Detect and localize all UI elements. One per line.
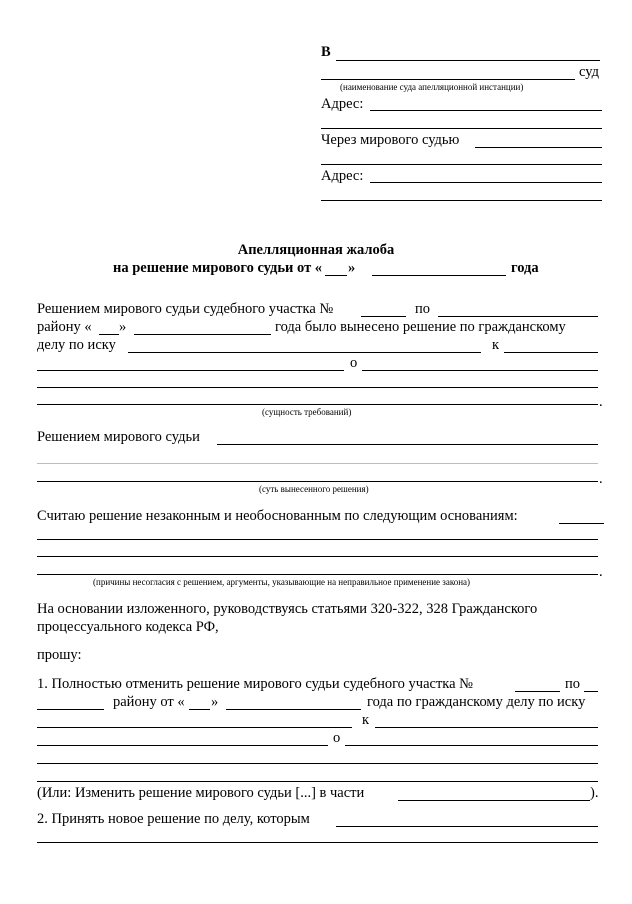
alt-part-line[interactable] — [398, 800, 590, 801]
title-month-line[interactable] — [372, 275, 506, 276]
s1-day-line[interactable] — [99, 334, 119, 335]
item1-district-line-1[interactable] — [584, 691, 598, 692]
address2-line-1[interactable] — [370, 182, 602, 183]
to-prefix: В — [321, 44, 331, 60]
s1-line2-a: району « — [37, 319, 92, 335]
s3-grounds-line-4[interactable] — [37, 574, 598, 575]
s2-caption: (суть вынесенного решения) — [259, 484, 369, 494]
alt-text: (Или: Изменить решение мирового судьи [...] в части — [37, 785, 365, 801]
court-name-line-2[interactable] — [321, 79, 575, 80]
s2-label: Решением мирового судьи — [37, 429, 200, 445]
via-judge-line-2[interactable] — [321, 164, 602, 165]
item1-district-line-2[interactable] — [37, 709, 104, 710]
s2-decision-line-2[interactable] — [37, 463, 598, 464]
s1-plaintiff-line[interactable] — [128, 352, 481, 353]
s2-decision-line-3[interactable] — [37, 481, 598, 482]
s1-line3-b: к — [492, 337, 500, 353]
via-judge-line-1[interactable] — [475, 147, 602, 148]
s1-defendant-line[interactable] — [504, 352, 598, 353]
address2-line-2[interactable] — [321, 200, 602, 201]
item1-line3-k: к — [362, 712, 370, 728]
s1-line1-a: Решением мирового судьи судебного участка № — [37, 301, 334, 317]
document-title: Апелляционная жалоба — [237, 242, 395, 258]
court-caption: (наименование суда апелляционной инстанции) — [340, 82, 524, 92]
title-day-line[interactable] — [325, 275, 347, 276]
s1-claims-line-1[interactable] — [37, 387, 598, 388]
item1-line2-c: года по гражданскому делу по иску — [367, 694, 586, 710]
item1-line2-a: району от « — [113, 694, 185, 710]
item1-line1-a: 1. Полностью отменить решение мирового судьи судебного участка № — [37, 676, 474, 692]
s3-period: . — [599, 564, 603, 580]
item1-line2-b: » — [211, 694, 219, 710]
item1-defendant-line[interactable] — [375, 727, 598, 728]
court-suffix: суд — [579, 64, 599, 80]
s1-claims-line-2[interactable] — [37, 404, 598, 405]
address1-line-1[interactable] — [370, 110, 602, 111]
s3-grounds-line-2[interactable] — [37, 539, 598, 540]
item1-plaintiff-line[interactable] — [37, 727, 352, 728]
address1-label: Адрес: — [321, 96, 364, 112]
title-date-mid: » — [348, 260, 356, 276]
item1-extra-line-1[interactable] — [37, 763, 598, 764]
item1-extra-line-2[interactable] — [37, 781, 598, 782]
s1-line3-a: делу по иску — [37, 337, 116, 353]
s1-month-line[interactable] — [134, 334, 271, 335]
item1-month-line[interactable] — [226, 709, 361, 710]
s2-period: . — [599, 471, 603, 487]
s1-defendant-line-2[interactable] — [37, 370, 344, 371]
s1-period: . — [599, 394, 603, 410]
s1-subject-line[interactable] — [362, 370, 598, 371]
s2-decision-line-1[interactable] — [217, 444, 598, 445]
s1-district-line[interactable] — [438, 316, 598, 317]
item1-line1-b: по — [565, 676, 581, 692]
title-date-prefix: на решение мирового судьи от « — [113, 260, 323, 276]
title-date-suffix: года — [511, 260, 539, 276]
item1-court-number-line[interactable] — [515, 691, 560, 692]
item1-day-line[interactable] — [189, 709, 210, 710]
s3-grounds-line-3[interactable] — [37, 556, 598, 557]
alt-end: ). — [590, 785, 599, 801]
item1-line4-o: о — [333, 730, 341, 746]
item1-subject-line[interactable] — [345, 745, 598, 746]
item1-defendant-line-2[interactable] — [37, 745, 328, 746]
s3-caption: (причины несогласия с решением, аргументы, указывающие на неправильное применение закона) — [93, 577, 471, 587]
address1-line-2[interactable] — [321, 128, 602, 129]
basis-line-1: На основании изложенного, руководствуясь статьями 320-322, 328 Гражданского — [37, 601, 538, 617]
s3-grounds-line-1[interactable] — [559, 523, 604, 524]
via-label: Через мирового судью — [321, 132, 460, 148]
s1-line2-b: » — [119, 319, 127, 335]
item2-text: 2. Принять новое решение по делу, которым — [37, 811, 310, 827]
s3-label: Считаю решение незаконным и необоснованным по следующим основаниям: — [37, 508, 518, 524]
item2-decision-line-1[interactable] — [336, 826, 598, 827]
address2-label: Адрес: — [321, 168, 364, 184]
s1-line2-c: года было вынесено решение по гражданскому — [275, 319, 566, 335]
s1-line4-o: о — [350, 355, 358, 371]
s1-line1-b: по — [415, 301, 431, 317]
s1-caption: (сущность требований) — [262, 407, 352, 417]
request-label: прошу: — [37, 647, 82, 663]
s1-court-number-line[interactable] — [361, 316, 406, 317]
item2-decision-line-2[interactable] — [37, 842, 598, 843]
basis-line-2: процессуального кодекса РФ, — [37, 619, 219, 635]
court-name-line-1[interactable] — [336, 60, 600, 61]
